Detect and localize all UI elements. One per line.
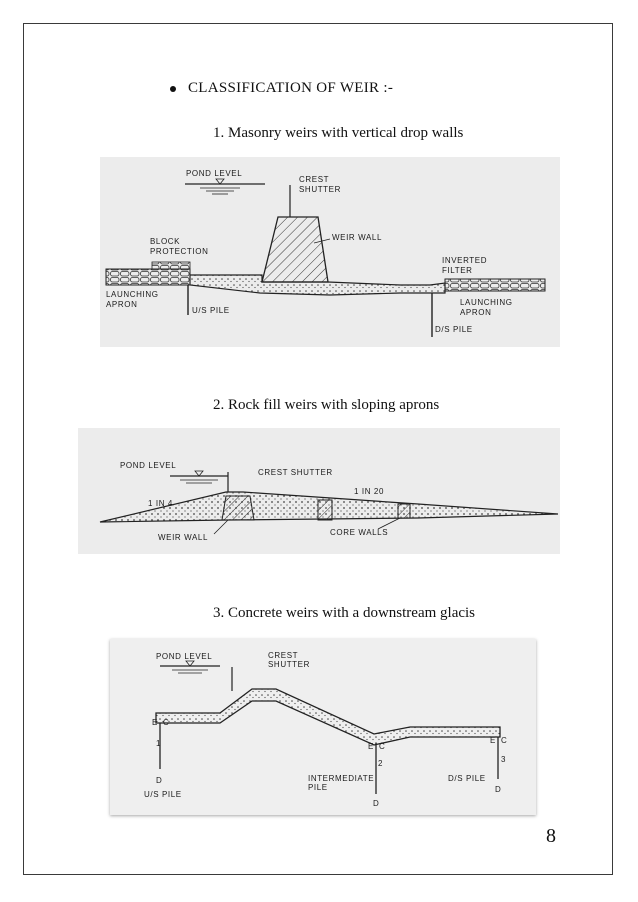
us-e-label: E [152, 718, 158, 727]
item-1-number: 1. [213, 125, 225, 141]
mid-pile-number: 2 [378, 759, 384, 768]
ds-d-label: D [495, 785, 502, 794]
us-pile-label: U/S PILE [192, 306, 230, 315]
mid-e-label: E [368, 742, 374, 751]
crest-label: CREST [299, 175, 330, 184]
ds-pile-label: D/S PILE [448, 774, 486, 783]
item-1-text: Masonry weirs with vertical drop walls [228, 125, 464, 141]
slope-ds-label: 1 IN 20 [354, 487, 384, 496]
core-wall-2 [398, 504, 410, 518]
pond-level-mark [170, 471, 228, 483]
concrete-glacis [156, 689, 500, 745]
crest-shutter-label: CREST SHUTTER [258, 468, 333, 477]
figure-rockfill-weir [78, 428, 560, 554]
filter-label: FILTER [442, 266, 473, 275]
page-number: 8 [546, 825, 556, 847]
item-1 [213, 125, 463, 142]
intermediate-label: INTERMEDIATE [308, 774, 375, 783]
pond-level-label: POND LEVEL [186, 169, 243, 178]
crest-label: CREST [268, 651, 299, 660]
pond-level-mark [185, 179, 265, 194]
rockfill-weir-drawing [78, 428, 560, 554]
protection-label: PROTECTION [150, 247, 209, 256]
launching-apron-left [106, 269, 190, 285]
mid-d-label: D [373, 799, 380, 808]
ds-e-label: E [490, 736, 496, 745]
us-d-label: D [156, 776, 163, 785]
item-2 [213, 397, 439, 414]
item-2-text: Rock fill weirs with sloping aprons [228, 397, 440, 413]
core-wall-1 [318, 500, 332, 520]
weir-wall-shape [222, 496, 254, 520]
apron-right-label: APRON [460, 308, 492, 317]
section-heading [170, 80, 393, 97]
pond-level-label: POND LEVEL [120, 461, 177, 470]
block-label: BLOCK [150, 237, 181, 246]
bullet-icon [170, 86, 176, 92]
weir-wall-label: WEIR WALL [332, 233, 382, 242]
shutter-label: SHUTTER [299, 185, 341, 194]
weir-wall-shape [262, 217, 328, 282]
us-pile-number: 1 [156, 739, 162, 748]
shutter-label: SHUTTER [268, 660, 310, 669]
pile-label: PILE [308, 783, 328, 792]
item-3-number: 3. [213, 605, 225, 621]
launching-apron-right [445, 279, 545, 291]
apron-left-label: APRON [106, 300, 138, 309]
inverted-label: INVERTED [442, 256, 488, 265]
weir-wall-label: WEIR WALL [158, 533, 208, 542]
ds-c-label: C [501, 736, 508, 745]
figure-concrete-weir [110, 639, 536, 815]
block-protection [152, 262, 190, 269]
pond-level-mark [160, 661, 220, 673]
core-walls-label: CORE WALLS [330, 528, 389, 537]
figure-masonry-weir [100, 157, 560, 347]
mid-c-label: C [379, 742, 386, 751]
pond-level-label: POND LEVEL [156, 652, 213, 661]
item-2-number: 2. [213, 397, 225, 413]
slope-us-label: 1 IN 4 [148, 499, 173, 508]
item-3 [213, 605, 475, 622]
launching-right-label: LAUNCHING [460, 298, 513, 307]
heading-text: CLASSIFICATION OF WEIR :- [188, 80, 394, 96]
concrete-weir-drawing [110, 639, 536, 815]
launching-left-label: LAUNCHING [106, 290, 159, 299]
ds-pile-number: 3 [501, 755, 507, 764]
masonry-weir-drawing [100, 157, 560, 347]
ds-pile-label: D/S PILE [435, 325, 473, 334]
us-c-label: C [163, 718, 170, 727]
us-pile-label: U/S PILE [144, 790, 182, 799]
item-3-text: Concrete weirs with a downstream glacis [228, 605, 476, 621]
